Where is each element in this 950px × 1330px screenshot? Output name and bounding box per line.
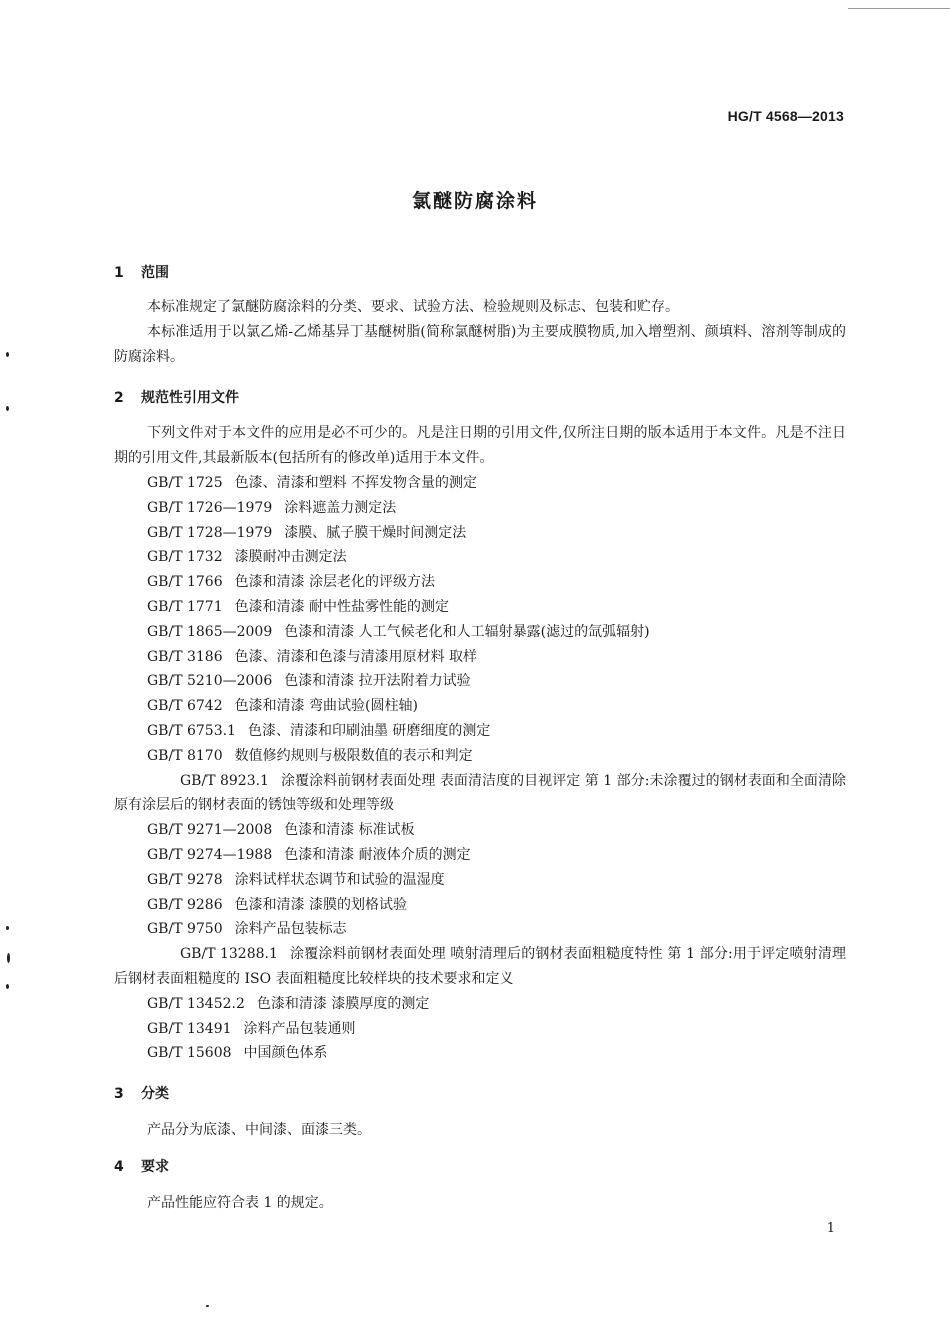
scan-mark (6, 352, 9, 357)
scan-mark (7, 953, 10, 963)
reference-item: GB/T 13288.1 涂覆涂料前钢材表面处理 喷射清理后的钢材表面粗糙度特性 第 1 部分:用于评定喷射清理后钢材表面粗糙度的 ISO 表面粗糙度比较样块的技术要求和定义 (114, 946, 846, 987)
reference-item: GB/T 3186 色漆、清漆和色漆与清漆用原材料 取样 (147, 648, 478, 665)
reference-item: GB/T 5210—2006 色漆和清漆 拉开法附着力试验 (147, 673, 471, 690)
section-title: 要求 (141, 1159, 169, 1175)
reference-item: GB/T 1726—1979 涂料遮盖力测定法 (147, 499, 397, 516)
scan-mark (6, 926, 9, 930)
section-2-heading (114, 387, 239, 407)
section-title: 分类 (141, 1086, 169, 1102)
reference-item: GB/T 1766 色漆和清漆 涂层老化的评级方法 (147, 574, 436, 591)
reference-item: GB/T 6753.1 色漆、清漆和印刷油墨 研磨细度的测定 (147, 722, 491, 739)
reference-item: GB/T 8170 数值修约规则与极限数值的表示和判定 (147, 747, 473, 764)
section-4-paragraph: 产品性能应符合表 1 的规定。 (147, 1195, 333, 1211)
reference-item: GB/T 1725 色漆、清漆和塑料 不挥发物含量的测定 (147, 475, 478, 491)
section-1-paragraph-2: 本标准适用于以氯乙烯-乙烯基异丁基醚树脂(简称氯醚树脂)为主要成膜物质,加入增塑剂、颜填料、溶剂等制成的防腐涂料。 (114, 324, 846, 365)
scan-edge-line (848, 8, 950, 9)
reference-list (114, 471, 846, 1066)
reference-item: GB/T 6742 色漆和清漆 弯曲试验(圆柱轴) (147, 698, 418, 715)
reference-item: GB/T 8923.1 涂覆涂料前钢材表面处理 表面清洁度的目视评定 第 1 部分:未涂覆过的钢材表面和全面清除原有涂层后的钢材表面的锈蚀等级和处理等级 (114, 772, 846, 814)
section-4-heading (114, 1156, 169, 1176)
section-title: 范围 (141, 265, 169, 281)
reference-item: GB/T 9286 色漆和清漆 漆膜的划格试验 (147, 896, 408, 913)
reference-item: GB/T 9274—1988 色漆和清漆 耐液体介质的测定 (147, 846, 471, 863)
reference-item: GB/T 9278 涂料试样状态调节和试验的温湿度 (147, 871, 445, 888)
section-number: 2 (114, 390, 124, 406)
scan-mark (6, 406, 9, 411)
section-1-heading (114, 262, 169, 282)
reference-item: GB/T 1732 漆膜耐冲击测定法 (147, 549, 347, 566)
section-3-heading (114, 1083, 169, 1103)
section-1-paragraph-1: 本标准规定了氯醚防腐涂料的分类、要求、试验方法、检验规则及标志、包装和贮存。 (147, 299, 679, 315)
reference-item: GB/T 1865—2009 色漆和清漆 人工气候老化和人工辐射暴露(滤过的氙弧辐射) (147, 623, 650, 640)
reference-item: GB/T 15608 中国颜色体系 (147, 1045, 328, 1062)
section-2-intro: 下列文件对于本文件的应用是必不可少的。凡是注日期的引用文件,仅所注日期的版本适用于本文件。凡是不注日期的引用文件,其最新版本(包括所有的修改单)适用于本文件。 (114, 425, 846, 466)
section-number: 3 (114, 1086, 124, 1102)
section-3-paragraph: 产品分为底漆、中间漆、面漆三类。 (147, 1122, 371, 1138)
reference-item: GB/T 9271—2008 色漆和清漆 标准试板 (147, 822, 415, 839)
section-number: 1 (114, 265, 124, 281)
scan-mark (6, 984, 9, 989)
section-title: 规范性引用文件 (141, 390, 239, 406)
reference-item: GB/T 9750 涂料产品包装标志 (147, 921, 347, 938)
document-title: 氯醚防腐涂料 (411, 190, 538, 212)
reference-item: GB/T 13452.2 色漆和清漆 漆膜厚度的测定 (147, 995, 430, 1012)
scan-mark (206, 1305, 209, 1307)
page-number: 1 (826, 1221, 835, 1236)
standard-code: HG/T 4568—2013 (727, 108, 844, 124)
reference-item: GB/T 1728—1979 漆膜、腻子膜干燥时间测定法 (147, 524, 467, 541)
reference-item: GB/T 13491 涂料产品包装通则 (147, 1020, 356, 1037)
reference-item: GB/T 1771 色漆和清漆 耐中性盐雾性能的测定 (147, 598, 450, 615)
section-number: 4 (114, 1159, 124, 1175)
